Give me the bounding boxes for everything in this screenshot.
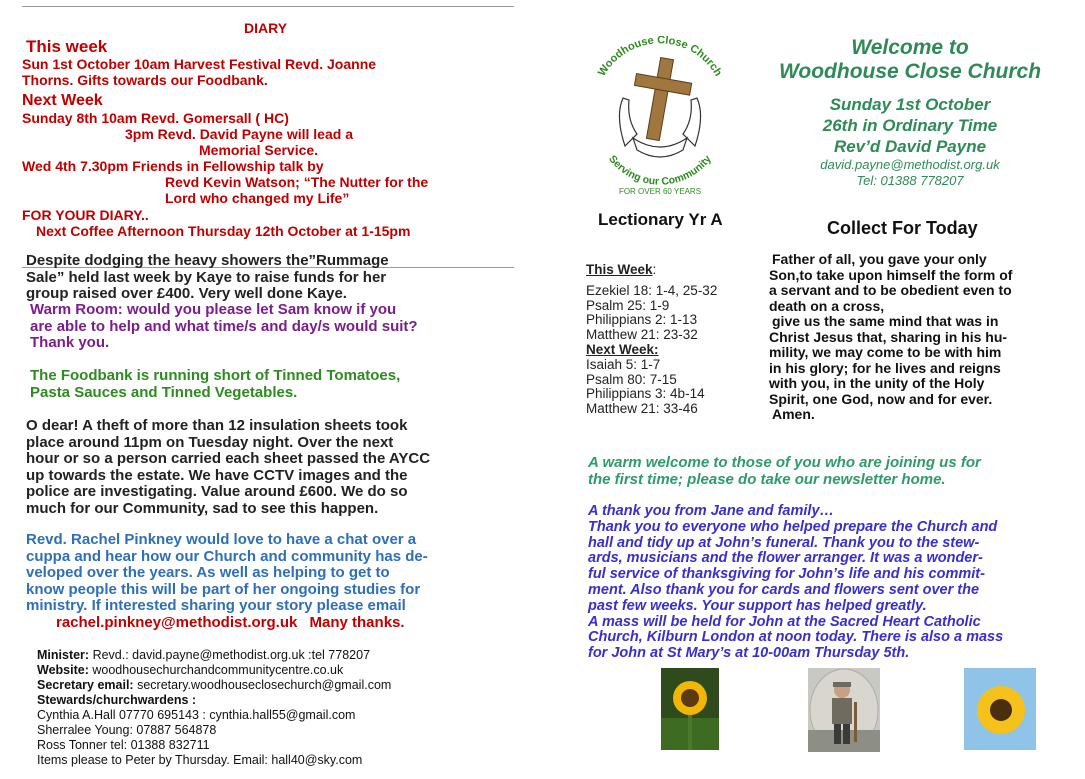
rachel-email[interactable]: rachel.pinkney@methodist.org.uk bbox=[56, 613, 298, 631]
rummage-notice: Despite dodging the heavy showers the”Rummage Sale” held last week by Kaye to raise funds for her group raised over £400. Very well done Kaye. bbox=[26, 252, 389, 302]
next-week-text: Sunday 8th 10am Revd. Gomersall ( HC) 3pm Revd. David Payne will lead a Memorial Service. Wed 4th 7.30pm Friends in Fellowship talk by Revd Kevin Watson; “The Nutter for the Lord who changed my Life” bbox=[22, 110, 429, 206]
this-week-text: Sun 1st October 10am Harvest Festival Revd. Joanne Thorns. Gifts towards our Foodbank. bbox=[22, 56, 377, 88]
secretary-email[interactable]: secretary.woodhouseclosechurch@gmail.com bbox=[137, 678, 392, 692]
contact-details: david.payne@methodist.org.uk Tel: 01388 778207 bbox=[760, 157, 1060, 189]
logo-subtext: FOR OVER 60 YEARS bbox=[618, 187, 702, 196]
lectionary-title: Lectionary Yr A bbox=[598, 210, 723, 229]
top-divider bbox=[22, 6, 514, 7]
coffee-afternoon-text: Next Coffee Afternoon Thursday 12th October at 1-15pm bbox=[36, 223, 411, 239]
diary-title: DIARY bbox=[244, 20, 288, 36]
contacts-block: Minister: Revd.: david.payne@methodist.org.uk :tel 778207 Website: woodhousechurchandcommunitycentre.co.uk Secretary email: secretary.woodhouseclosechurch@gmail.com Stewards/churchwardens : Cynthia A.Hall 07770 695143 : cynthia.hall55@gmail.com Sherralee Young: 07887 564878 Ross Tonner tel: 01388 832711 Items please to Peter by Thursday. Email: hall40@sky.com bbox=[37, 648, 392, 767]
lectionary-list: This Week: Ezekiel 18: 1-4, 25-32 Psalm 25: 1-9 Philippians 2: 1-13 Matthew 21: 23-32 Next Week: Isaiah 5: 1-7 Psalm 80: 7-15 Philippians 3: 4b-14 Matthew 21: 33-46 bbox=[586, 262, 718, 417]
foodbank-notice: The Foodbank is running short of Tinned Tomatoes, Pasta Sauces and Tinned Vegetables. bbox=[30, 367, 401, 401]
rachel-thanks: Many thanks. bbox=[309, 613, 405, 631]
warm-room-notice: Warm Room: would you please let Sam know if you are able to help and what time/s and day/s would suit? Thank you. bbox=[30, 301, 418, 351]
warm-welcome: A warm welcome to those of you who are joining us for the first time; please do take our newsletter home. bbox=[588, 454, 981, 488]
thank-you-note: A thank you from Jane and family… Thank you to everyone who helped prepare the Church and hall and tidy up at John’s funeral. Thank you to the stew- ards, musicians and the flower arranger. It was a wonder- ful service of thanksgiving for John’s life and his commit- ment. Also thank you for cards and flowers sent over the past few weeks. Your support has helped greatly. A mass will be held for John at the Sacred Heart Catholic Church, Kilburn London at noon today. There is also a mass for John at St Mary’s at 10-00am Thursday 5th. bbox=[588, 503, 1004, 662]
welcome-email[interactable]: david.payne@methodist.org.uk bbox=[820, 157, 1000, 172]
cross-hands-logo bbox=[585, 36, 735, 201]
collect-title: Collect For Today bbox=[827, 218, 978, 238]
welcome-heading: Welcome to Woodhouse Close Church bbox=[778, 36, 1042, 83]
sunflower-sky-photo bbox=[964, 668, 1036, 750]
for-your-diary-label: FOR YOUR DIARY.. bbox=[22, 207, 149, 223]
next-week-label: Next Week bbox=[22, 92, 103, 109]
this-week-label: This week bbox=[26, 37, 108, 56]
website-link[interactable]: woodhousechurchandcommunitycentre.co.uk bbox=[92, 663, 344, 677]
svg-text:Woodhouse Close Church: Woodhouse Close Church bbox=[595, 36, 725, 79]
minister-value: Revd.: david.payne@methodist.org.uk :tel 778207 bbox=[92, 648, 371, 662]
person-photo bbox=[808, 668, 880, 752]
svg-text:Serving our Community: Serving our Community bbox=[606, 153, 714, 188]
rachel-notice: Revd. Rachel Pinkney would love to have a chat over a cuppa and hear how our Church and community has de- veloped over the years. As well as helping to get to know people this will be part of her ongoing studies for ministry. If interested sharing your story please email rachel.pinkney@methodist.org.uk Many thanks. bbox=[26, 531, 428, 631]
service-details: Sunday 1st October 26th in Ordinary Time Rev’d David Payne bbox=[822, 95, 998, 156]
collect-prayer: Father of all, you gave your only Son,to take upon himself the form of a servant and to be obedient even to death on a cross, give us the same mind that was in Christ Jesus that, sharing in his hu- mility, we may come to be with him in his glory; for he lives and reigns with you, in the unity of the Holy Spirit, one God, now and for ever. Amen. bbox=[769, 251, 1013, 422]
sunflower-photo bbox=[661, 668, 719, 750]
theft-notice: O dear! A theft of more than 12 insulation sheets took place around 11pm on Tuesday night. Over the next hour or so a person carried each sheet passed the AYCC up towards the estate. We have CCTV images and the police are investigating. Value around £600. We do so much for our Community, sad to see this happen. bbox=[26, 417, 431, 517]
